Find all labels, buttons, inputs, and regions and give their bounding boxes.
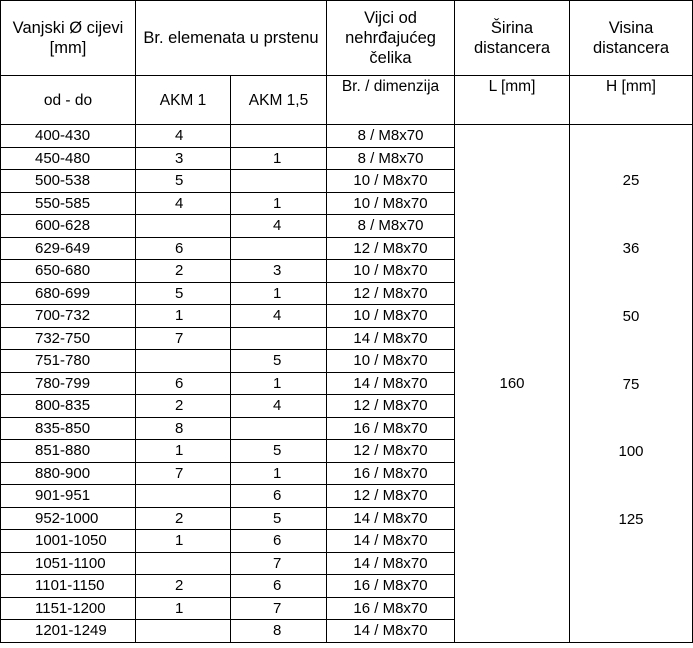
cell-bolts: 8 / M8x70: [327, 215, 455, 238]
cell-range: 780-799: [1, 372, 136, 395]
cell-bolts: 12 / M8x70: [327, 282, 455, 305]
cell-akm15: 7: [231, 552, 327, 575]
cell-akm15: 3: [231, 260, 327, 283]
cell-range: 629-649: [1, 237, 136, 260]
cell-range: 901-951: [1, 485, 136, 508]
cell-bolts: 16 / M8x70: [327, 597, 455, 620]
header-width: Širina distancera: [455, 1, 570, 76]
cell-akm15: 6: [231, 575, 327, 598]
cell-akm15: 1: [231, 147, 327, 170]
header-outer-diameter: Vanjski Ø cijevi [mm]: [1, 1, 136, 76]
cell-akm1: [136, 350, 231, 373]
cell-akm15: 5: [231, 350, 327, 373]
cell-range: 952-1000: [1, 507, 136, 530]
cell-akm15: 4: [231, 395, 327, 418]
header-bolts: Vijci od nehrđajućeg čelika: [327, 1, 455, 76]
cell-akm1: 5: [136, 170, 231, 193]
cell-bolts: 10 / M8x70: [327, 170, 455, 193]
table-row: [1, 125, 693, 148]
cell-akm1: 1: [136, 440, 231, 463]
cell-range: 800-835: [1, 395, 136, 418]
cell-bolts: 14 / M8x70: [327, 530, 455, 553]
cell-range: 1051-1100: [1, 552, 136, 575]
cell-range: 1001-1050: [1, 530, 136, 553]
subheader-bolts: Br. / dimenzija: [327, 76, 455, 125]
subheader-akm15: AKM 1,5: [231, 76, 327, 125]
cell-akm1: 4: [136, 125, 231, 148]
cell-akm15: [231, 170, 327, 193]
height-value: 50: [622, 307, 640, 325]
cell-range: 650-680: [1, 260, 136, 283]
height-value: 125: [618, 511, 644, 529]
cell-bolts: 16 / M8x70: [327, 462, 455, 485]
cell-bolts: 14 / M8x70: [327, 372, 455, 395]
cell-range: 835-850: [1, 417, 136, 440]
cell-range: 680-699: [1, 282, 136, 305]
cell-range: 500-538: [1, 170, 136, 193]
cell-width-value: 160: [455, 125, 570, 643]
cell-akm1: [136, 552, 231, 575]
cell-akm15: 1: [231, 462, 327, 485]
cell-height-values: [570, 125, 693, 643]
cell-akm1: 3: [136, 147, 231, 170]
cell-bolts: 10 / M8x70: [327, 350, 455, 373]
cell-akm1: 4: [136, 192, 231, 215]
cell-akm1: 2: [136, 575, 231, 598]
cell-bolts: 14 / M8x70: [327, 620, 455, 643]
cell-akm1: 2: [136, 260, 231, 283]
cell-bolts: 16 / M8x70: [327, 575, 455, 598]
cell-range: 851-880: [1, 440, 136, 463]
cell-akm15: [231, 125, 327, 148]
cell-range: 732-750: [1, 327, 136, 350]
cell-akm1: 7: [136, 462, 231, 485]
cell-akm15: 1: [231, 372, 327, 395]
cell-bolts: 10 / M8x70: [327, 192, 455, 215]
height-value: 36: [622, 240, 640, 257]
subheader-akm1: AKM 1: [136, 76, 231, 125]
header-height: Visina distancera: [570, 1, 693, 76]
cell-akm15: 5: [231, 440, 327, 463]
cell-akm15: 1: [231, 282, 327, 305]
cell-akm15: [231, 417, 327, 440]
cell-akm15: 6: [231, 530, 327, 553]
cell-range: 400-430: [1, 125, 136, 148]
cell-range: 550-585: [1, 192, 136, 215]
cell-akm15: 6: [231, 485, 327, 508]
cell-akm15: 5: [231, 507, 327, 530]
cell-bolts: 12 / M8x70: [327, 237, 455, 260]
cell-akm1: [136, 485, 231, 508]
cell-range: 1101-1150: [1, 575, 136, 598]
cell-bolts: 14 / M8x70: [327, 507, 455, 530]
cell-bolts: 8 / M8x70: [327, 125, 455, 148]
cell-range: 1201-1249: [1, 620, 136, 643]
cell-akm15: 1: [231, 192, 327, 215]
height-value: 100: [618, 443, 644, 461]
cell-akm15: [231, 327, 327, 350]
cell-range: 600-628: [1, 215, 136, 238]
cell-akm1: 1: [136, 530, 231, 553]
cell-akm15: 4: [231, 215, 327, 238]
cell-akm1: 6: [136, 372, 231, 395]
cell-akm15: 4: [231, 305, 327, 328]
cell-akm1: 7: [136, 327, 231, 350]
cell-akm1: [136, 215, 231, 238]
height-value: 25: [622, 172, 640, 190]
header-element-count: Br. elemenata u prstenu: [136, 1, 327, 76]
cell-akm1: 6: [136, 237, 231, 260]
table-body: [1, 125, 693, 643]
cell-bolts: 12 / M8x70: [327, 440, 455, 463]
cell-akm1: 1: [136, 597, 231, 620]
cell-bolts: 8 / M8x70: [327, 147, 455, 170]
height-value: 75: [622, 375, 640, 393]
cell-bolts: 12 / M8x70: [327, 485, 455, 508]
cell-bolts: 14 / M8x70: [327, 552, 455, 575]
cell-range: 751-780: [1, 350, 136, 373]
cell-bolts: 14 / M8x70: [327, 327, 455, 350]
cell-akm1: [136, 620, 231, 643]
subheader-height: H [mm]: [570, 76, 693, 125]
cell-range: 880-900: [1, 462, 136, 485]
cell-akm15: [231, 237, 327, 260]
cell-bolts: 16 / M8x70: [327, 417, 455, 440]
cell-range: 700-732: [1, 305, 136, 328]
cell-akm1: 2: [136, 395, 231, 418]
cell-bolts: 10 / M8x70: [327, 305, 455, 328]
cell-akm1: 5: [136, 282, 231, 305]
cell-akm15: 7: [231, 597, 327, 620]
subheader-width: L [mm]: [455, 76, 570, 125]
cell-akm1: 8: [136, 417, 231, 440]
subheader-range: od - do: [1, 76, 136, 125]
cell-akm1: 1: [136, 305, 231, 328]
cell-range: 450-480: [1, 147, 136, 170]
cell-range: 1151-1200: [1, 597, 136, 620]
cell-bolts: 10 / M8x70: [327, 260, 455, 283]
cell-akm15: 8: [231, 620, 327, 643]
cell-bolts: 12 / M8x70: [327, 395, 455, 418]
cell-akm1: 2: [136, 507, 231, 530]
